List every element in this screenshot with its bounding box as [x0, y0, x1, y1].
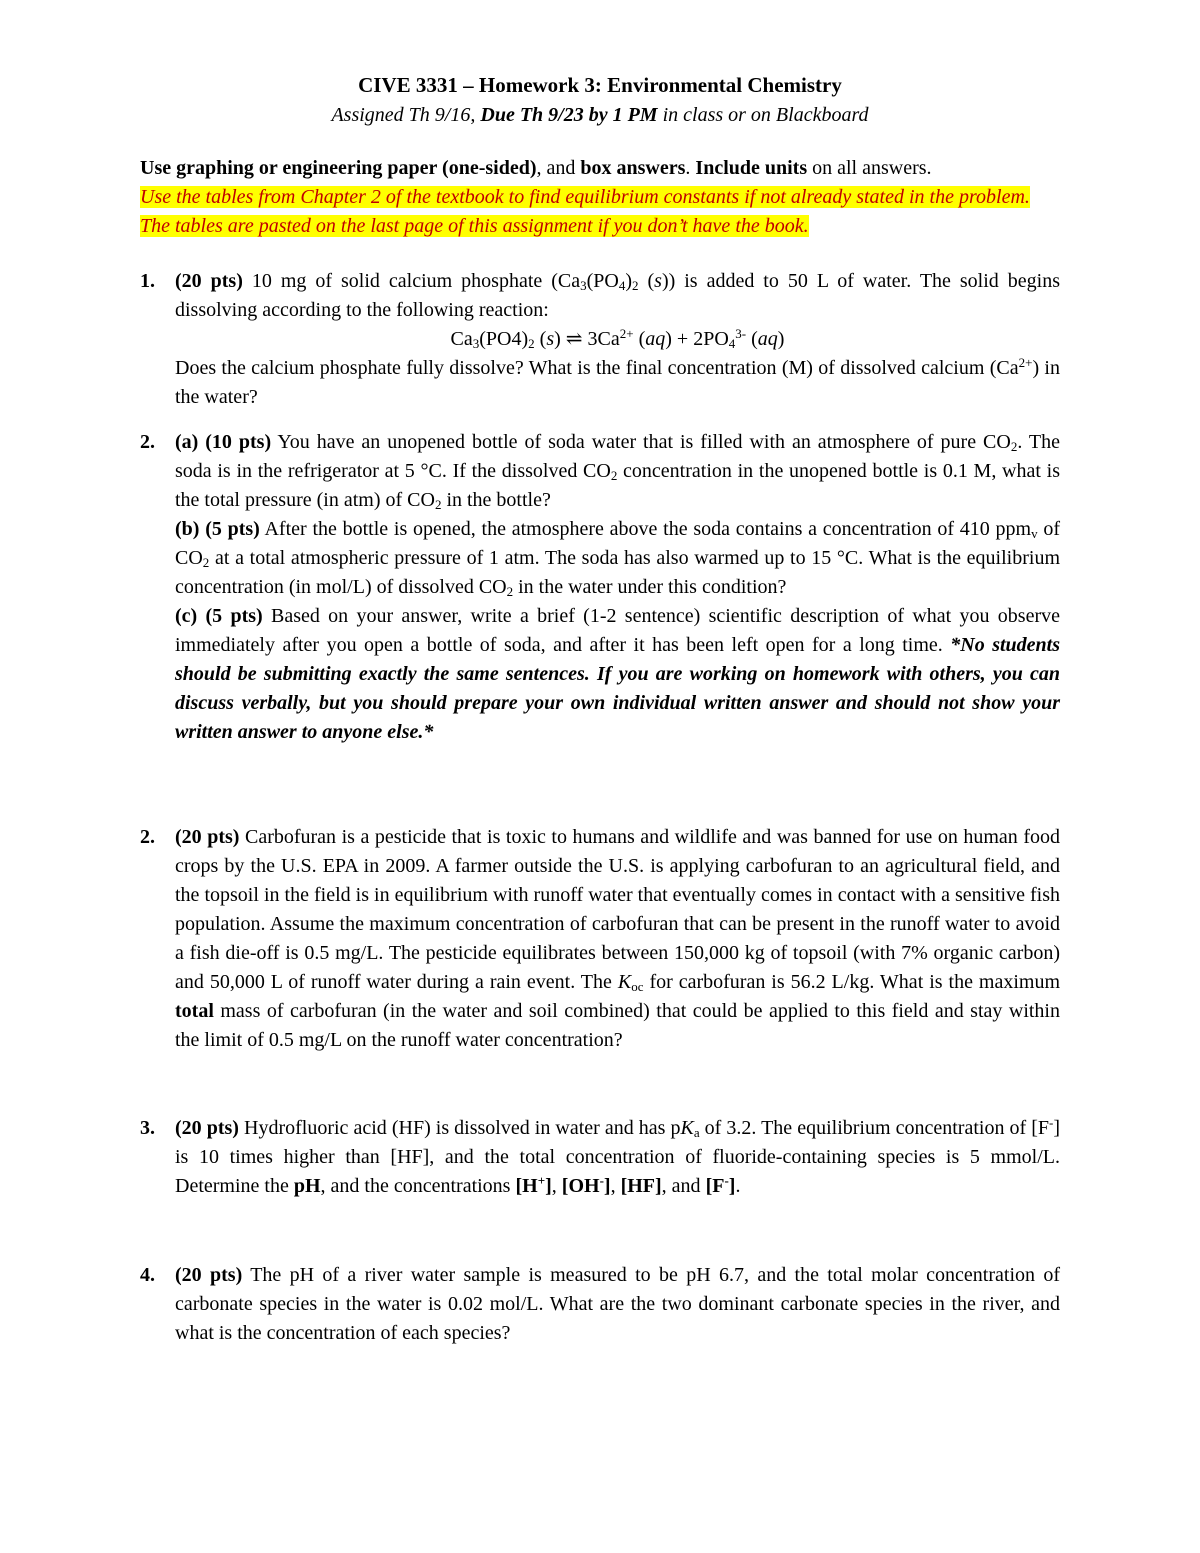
- text: , and: [661, 1175, 706, 1197]
- subscript: 3: [472, 336, 480, 351]
- subscript: 2: [506, 584, 514, 599]
- question-4: [140, 1114, 1060, 1201]
- subscript: 2: [632, 278, 639, 293]
- text: (PO: [586, 270, 619, 292]
- subscript: oc: [631, 979, 644, 994]
- superscript: 2+: [1018, 355, 1033, 370]
- assigned-text: Assigned Th 9/16,: [331, 104, 481, 126]
- emphasis: [706, 1175, 736, 1197]
- part-a: [175, 428, 1060, 515]
- points-label: (20 pts): [175, 270, 243, 292]
- text: ,: [551, 1175, 562, 1197]
- text: , and the concentrations: [320, 1175, 516, 1197]
- points-label: (c) (5 pts): [175, 605, 263, 627]
- text: . The soda is in the refrigerator at 5 °C. If the dissolved CO: [175, 431, 1060, 482]
- text: )) is added to 50 L of water. The solid begins dissolving according to the following reaction:: [175, 270, 1060, 321]
- subscript: 2: [202, 555, 210, 570]
- text: ]: [728, 1175, 736, 1197]
- subscript: 3: [580, 278, 587, 293]
- text: (: [633, 328, 646, 350]
- highlighted-note: Use the tables from Chapter 2 of the textbook to find equilibrium constants if not already stated in the problem. The tables are pasted on the last page of this assignment if you don’t have the book.: [140, 186, 1030, 237]
- text: .: [735, 1175, 741, 1197]
- text: of 3.2. The equilibrium concentration of [F: [699, 1117, 1049, 1139]
- academic-integrity-note: *No students should be submitting exactly the same sentences. If you are working on homework with others, you can discuss verbally, but you should prepare your own individual written answer and should not show your written answer to anyone else.*: [175, 634, 1060, 743]
- superscript: -: [599, 1173, 604, 1188]
- text: Carbofuran is a pesticide that is toxic to humans and wildlife and was banned for use on human food crops by the U.S. EPA in 2009. A farmer outside the U.S. is applying carbofuran to an agricultural field, and the topsoil in the field is in equilibrium with runoff water that eventually comes in contact with a sensitive fish population. Assume the maximum concentration of carbofuran that can be present in the runoff water to avoid a fish die-off is 0.5 mg/L. The pesticide equilibrates between 150,000 kg of topsoil (with 7% organic carbon) and 50,000 L of runoff water during a rain event. The: [175, 826, 1060, 993]
- question-number: 3.: [140, 1117, 155, 1139]
- superscript: -: [724, 1173, 729, 1188]
- subscript: v: [1031, 526, 1038, 541]
- text: After the bottle is opened, the atmosphere above the soda contains a concentration of 410 ppm: [259, 518, 1032, 540]
- instruction-units: Include units: [695, 157, 808, 179]
- question-number: 1.: [140, 270, 155, 292]
- points-label: (b) (5 pts): [175, 518, 260, 540]
- emphasis: [562, 1175, 611, 1197]
- text: of CO: [175, 518, 1060, 569]
- text: Hydrofluoric acid (HF) is dissolved in water and has p: [238, 1117, 681, 1139]
- text: for carbofuran is 56.2 L/kg. What is the maximum: [643, 971, 1061, 993]
- instruction-text: on all answers.: [807, 157, 932, 179]
- subscript: 4: [618, 278, 626, 293]
- points-label: (20 pts): [175, 1117, 239, 1139]
- subscript: 2: [434, 497, 442, 512]
- question-number: 4.: [140, 1264, 155, 1286]
- points-label: (a) (10 pts): [175, 431, 272, 453]
- text: ) ⇌ 3Ca: [554, 328, 620, 350]
- page-title: CIVE 3331 – Homework 3: Environmental Chemistry: [358, 73, 842, 97]
- instructions: [140, 154, 1060, 241]
- subscript: 2: [1010, 439, 1018, 454]
- superscript: -: [1049, 1115, 1054, 1130]
- text: Does the calcium phosphate fully dissolve? What is the final concentration (M) of dissolved calcium (Ca: [175, 357, 1019, 379]
- emphasis: [HF]: [620, 1175, 662, 1197]
- text: aq: [757, 328, 778, 350]
- text: ): [625, 270, 633, 292]
- text: ) in the water?: [175, 357, 1060, 408]
- points-label: (20 pts): [175, 1264, 243, 1286]
- question-5: [140, 1261, 1060, 1348]
- text: mass of carbofuran (in the water and soil combined) that could be applied to this field and stay within the limit of 0.5 mg/L on the runoff water concentration?: [175, 1000, 1060, 1051]
- text: in the water under this condition?: [513, 576, 787, 598]
- text: K: [617, 971, 632, 993]
- instruction-text: .: [685, 157, 696, 179]
- instruction-box: box answers: [580, 157, 686, 179]
- instruction-text: , and: [536, 157, 581, 179]
- text: concentration in the unopened bottle is 0.1 M, what is the total pressure (in atm) of CO: [175, 460, 1060, 511]
- text: ]: [545, 1175, 552, 1197]
- submission-text: in class or on Blackboard: [657, 104, 869, 126]
- question-number: 2.: [140, 431, 155, 453]
- part-b: [175, 515, 1060, 602]
- subscript: 4: [728, 336, 736, 351]
- text: (: [534, 328, 547, 350]
- text: at a total atmospheric pressure of 1 atm. The soda has also warmed up to 15 °C. What is the equilibrium concentration (in mol/L) of dissolved CO: [175, 547, 1060, 598]
- question-3: [140, 823, 1060, 1055]
- page-subtitle: [0, 104, 1200, 127]
- question-2: [140, 428, 1060, 747]
- text: s: [654, 270, 662, 292]
- text: [H: [515, 1175, 538, 1197]
- text: s: [546, 328, 555, 350]
- text: Ca: [450, 328, 473, 350]
- text: ) + 2PO: [665, 328, 729, 350]
- question-text: [175, 1114, 1060, 1201]
- question-text: [175, 1261, 1060, 1348]
- emphasis: total: [175, 1000, 214, 1022]
- text: in the bottle?: [441, 489, 551, 511]
- text: [F: [705, 1175, 725, 1197]
- text: ): [777, 328, 785, 350]
- superscript: 2+: [619, 326, 634, 341]
- question-text: [175, 354, 1060, 412]
- question-text: [175, 267, 1060, 325]
- text: ] is 10 times higher than [HF], and the total concentration of fluoride-containing species is 5 mmol/L. Determine the: [175, 1117, 1061, 1197]
- subscript: 2: [528, 336, 535, 351]
- question-1: [140, 267, 1060, 412]
- text: (: [746, 328, 758, 350]
- superscript: 3-: [735, 326, 747, 341]
- text: ,: [610, 1175, 621, 1197]
- text: The pH of a river water sample is measured to be pH 6.7, and the total molar concentration of carbonate species in the water is 0.02 mol/L. What are the two dominant carbonate species in the river, and what is the concentration of each species?: [175, 1264, 1061, 1344]
- text: [OH: [561, 1175, 600, 1197]
- text: K: [680, 1117, 694, 1139]
- emphasis: pH: [293, 1175, 321, 1197]
- subscript: a: [693, 1125, 700, 1140]
- question-text: [175, 823, 1060, 1055]
- text: (: [638, 270, 655, 292]
- subscript: 2: [610, 468, 618, 483]
- text: Based on your answer, write a brief (1-2 sentence) scientific description of what you observe immediately after you open a bottle of soda, and after it has been left open for a long time.: [175, 605, 1060, 656]
- text: (PO4): [479, 328, 529, 350]
- superscript: +: [537, 1173, 546, 1188]
- points-label: (20 pts): [175, 826, 240, 848]
- reaction-equation: [175, 325, 1060, 354]
- text: 10 mg of solid calcium phosphate (Ca: [242, 270, 581, 292]
- instruction-paper: Use graphing or engineering paper (one-sided): [140, 157, 537, 179]
- text: ]: [603, 1175, 611, 1197]
- question-number: 2.: [140, 826, 155, 848]
- due-text: Due Th 9/23 by 1 PM: [480, 104, 658, 126]
- part-c: [175, 602, 1060, 747]
- text: You have an unopened bottle of soda water that is filled with an atmosphere of pure CO: [271, 431, 1011, 453]
- text: aq: [645, 328, 666, 350]
- emphasis: [515, 1175, 551, 1197]
